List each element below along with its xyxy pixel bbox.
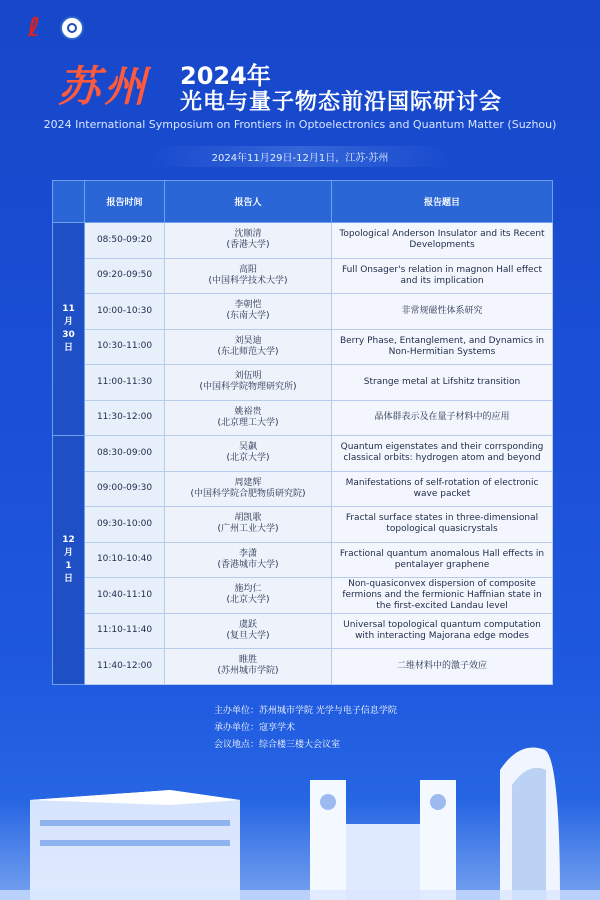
title-chinese: 光电与量子物态前沿国际研讨会 <box>180 90 503 115</box>
topic-cell: 二维材料中的激子效应 <box>332 649 553 685</box>
speaker-name: 刘昊迪 <box>234 335 262 346</box>
speaker-name: 李朝恺 <box>234 300 262 311</box>
speaker-name: 周建辉 <box>234 477 262 488</box>
time-cell: 10:00-10:30 <box>85 294 165 330</box>
day-label: 12 月 1 日 <box>53 436 85 685</box>
schedule-body <box>53 223 553 685</box>
topic-cell: Manifestations of self-rotation of electronic wave packet <box>332 471 553 507</box>
table-row <box>53 542 553 578</box>
speaker-name: 李潇 <box>238 548 257 559</box>
speaker-cell <box>165 649 332 685</box>
topic-cell: Full Onsager's relation in magnon Hall effect and its implication <box>332 258 553 294</box>
table-row <box>53 258 553 294</box>
header-time: 报告时间 <box>85 181 165 223</box>
topic-cell: Strange metal at Lifshitz transition <box>332 365 553 401</box>
table-row <box>53 613 553 649</box>
footer-venue: 会议地点：综合楼三楼大会议室 <box>214 740 341 750</box>
table-header-row <box>53 181 553 223</box>
speaker-cell <box>165 258 332 294</box>
speaker-cell <box>165 542 332 578</box>
footer-host: 承办单位：寇享学术 <box>214 723 296 733</box>
speaker-cell <box>165 436 332 472</box>
speaker-affiliation: (中国科学院合肥物质研究院) <box>190 488 306 499</box>
speaker-affiliation: (苏州城市学院) <box>217 666 279 677</box>
speaker-name: 刘伍明 <box>234 371 262 382</box>
title-year: 2024年 <box>180 62 271 90</box>
title-english: 2024 International Symposium on Frontiers in Optoelectronics and Quantum Matter (Suzhou) <box>43 118 557 131</box>
time-cell: 09:00-09:30 <box>85 471 165 507</box>
speaker-name: 吴飙 <box>238 442 257 453</box>
speaker-affiliation: (东北师范大学) <box>217 346 279 357</box>
speaker-cell <box>165 294 332 330</box>
speaker-affiliation: (中国科学院物理研究所) <box>199 382 297 393</box>
speaker-cell <box>165 613 332 649</box>
topic-cell: Universal topological quantum computation with interacting Majorana edge modes <box>332 613 553 649</box>
speaker-name: 姚裕贵 <box>234 406 262 417</box>
speaker-cell <box>165 223 332 259</box>
table-row <box>53 329 553 365</box>
header-corner <box>53 181 85 223</box>
speaker-affiliation: (中国科学技术大学) <box>208 275 288 286</box>
schedule-table <box>52 180 553 685</box>
table-row <box>53 294 553 330</box>
topic-cell: Berry Phase, Entanglement, and Dynamics in Non-Hermitian Systems <box>332 329 553 365</box>
speaker-name: 胡凯歌 <box>234 513 262 524</box>
time-cell: 11:00-11:30 <box>85 365 165 401</box>
speaker-cell <box>165 471 332 507</box>
date-location: 2024年11月29日-12月1日，江苏·苏州 <box>150 146 450 167</box>
speaker-affiliation: (北京理工大学) <box>217 417 279 428</box>
topic-cell: Fractional quantum anomalous Hall effects in pentalayer graphene <box>332 542 553 578</box>
table-row <box>53 471 553 507</box>
university-seal-icon <box>60 16 84 40</box>
speaker-cell <box>165 365 332 401</box>
speaker-name: 施均仁 <box>234 584 262 595</box>
topic-cell: 非常规磁性体系研究 <box>332 294 553 330</box>
time-cell: 09:20-09:50 <box>85 258 165 294</box>
speaker-name: 高阳 <box>238 264 257 275</box>
time-cell: 08:50-09:20 <box>85 223 165 259</box>
footer-organizer: 主办单位：苏州城市学院 光学与电子信息学院 <box>214 706 397 716</box>
topic-cell: Fractal surface states in three-dimensional topological quasicrystals <box>332 507 553 543</box>
title-city: 苏州 <box>58 62 151 111</box>
day-label: 11 月 30 日 <box>53 223 85 436</box>
time-cell: 11:40-12:00 <box>85 649 165 685</box>
speaker-name: 虞跃 <box>238 619 257 630</box>
topic-cell: 晶体群表示及在量子材料中的应用 <box>332 400 553 436</box>
time-cell: 11:30-12:00 <box>85 400 165 436</box>
topic-cell: Non-quasiconvex dispersion of composite fermions and the fermionic Haffnian state in the first-excited Landau level <box>332 578 553 614</box>
speaker-affiliation: (复旦大学) <box>226 630 270 641</box>
table-row <box>53 400 553 436</box>
header-speaker: 报告人 <box>165 181 332 223</box>
topic-cell: Topological Anderson Insulator and its Recent Developments <box>332 223 553 259</box>
speaker-affiliation: (北京大学) <box>226 595 270 606</box>
table-row <box>53 365 553 401</box>
table-row <box>53 507 553 543</box>
time-cell: 09:30-10:00 <box>85 507 165 543</box>
speaker-affiliation: (香港大学) <box>226 240 270 251</box>
speaker-affiliation: (东南大学) <box>226 311 270 322</box>
time-cell: 10:30-11:00 <box>85 329 165 365</box>
time-cell: 11:10-11:40 <box>85 613 165 649</box>
topic-cell: Quantum eigenstates and their corrsponding classical orbits: hydrogen atom and beyond <box>332 436 553 472</box>
time-cell: 08:30-09:00 <box>85 436 165 472</box>
table-row <box>53 578 553 614</box>
table-row <box>53 223 553 259</box>
table-row <box>53 436 553 472</box>
red-logo-icon: ℓ <box>27 13 41 43</box>
time-cell: 10:10-10:40 <box>85 542 165 578</box>
table-row <box>53 649 553 685</box>
speaker-affiliation: (广州工业大学) <box>217 524 279 535</box>
speaker-cell <box>165 578 332 614</box>
speaker-affiliation: (北京大学) <box>226 453 270 464</box>
time-cell: 10:40-11:10 <box>85 578 165 614</box>
speaker-name: 沈顺清 <box>234 229 262 240</box>
speaker-cell <box>165 329 332 365</box>
speaker-name: 睢胜 <box>238 655 257 666</box>
campus-buildings-illustration <box>0 740 600 900</box>
speaker-cell <box>165 507 332 543</box>
speaker-affiliation: (香港城市大学) <box>217 559 279 570</box>
speaker-cell <box>165 400 332 436</box>
header-topic: 报告题目 <box>332 181 553 223</box>
